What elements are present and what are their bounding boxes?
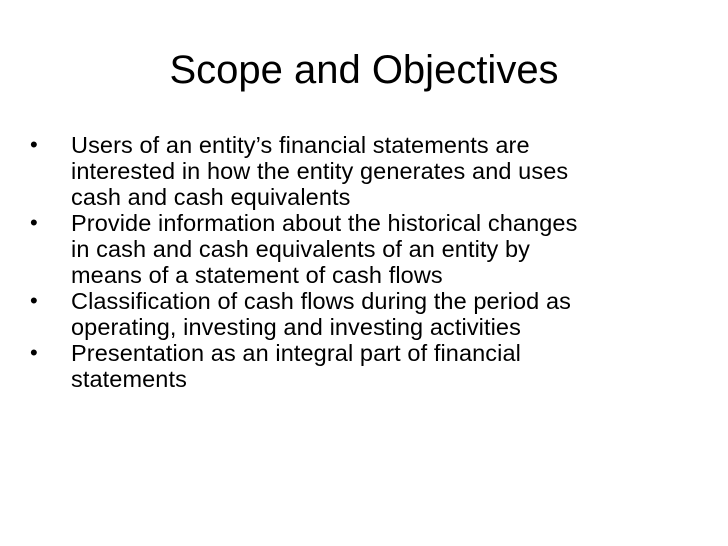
bullet-dot-icon: • <box>30 288 38 313</box>
bullet-line: Users of an entity’s financial statements are <box>71 132 530 158</box>
bullet-dot-icon: • <box>30 210 38 235</box>
bullet-line: cash and cash equivalents <box>71 184 351 210</box>
bullet-item-presentation <box>30 340 690 392</box>
bullet-line: interested in how the entity generates and uses <box>71 158 569 184</box>
slide-title: Scope and Objectives <box>169 48 559 92</box>
bullet-item-users <box>30 132 690 210</box>
bullet-dot-icon: • <box>30 132 38 157</box>
bullet-line: Presentation as an integral part of financial <box>71 340 521 366</box>
bullet-line: Classification of cash flows during the period as <box>71 288 571 314</box>
bullet-line: Provide information about the historical changes <box>71 210 578 236</box>
bullet-list <box>30 132 690 392</box>
bullet-item-classification <box>30 288 690 340</box>
bullet-line: statements <box>71 366 187 392</box>
bullet-line: means of a statement of cash flows <box>71 262 443 288</box>
bullet-item-provide-information <box>30 210 690 288</box>
bullet-line: operating, investing and investing activities <box>71 314 521 340</box>
bullet-dot-icon: • <box>30 340 38 365</box>
bullet-line: in cash and cash equivalents of an entity by <box>71 236 531 262</box>
